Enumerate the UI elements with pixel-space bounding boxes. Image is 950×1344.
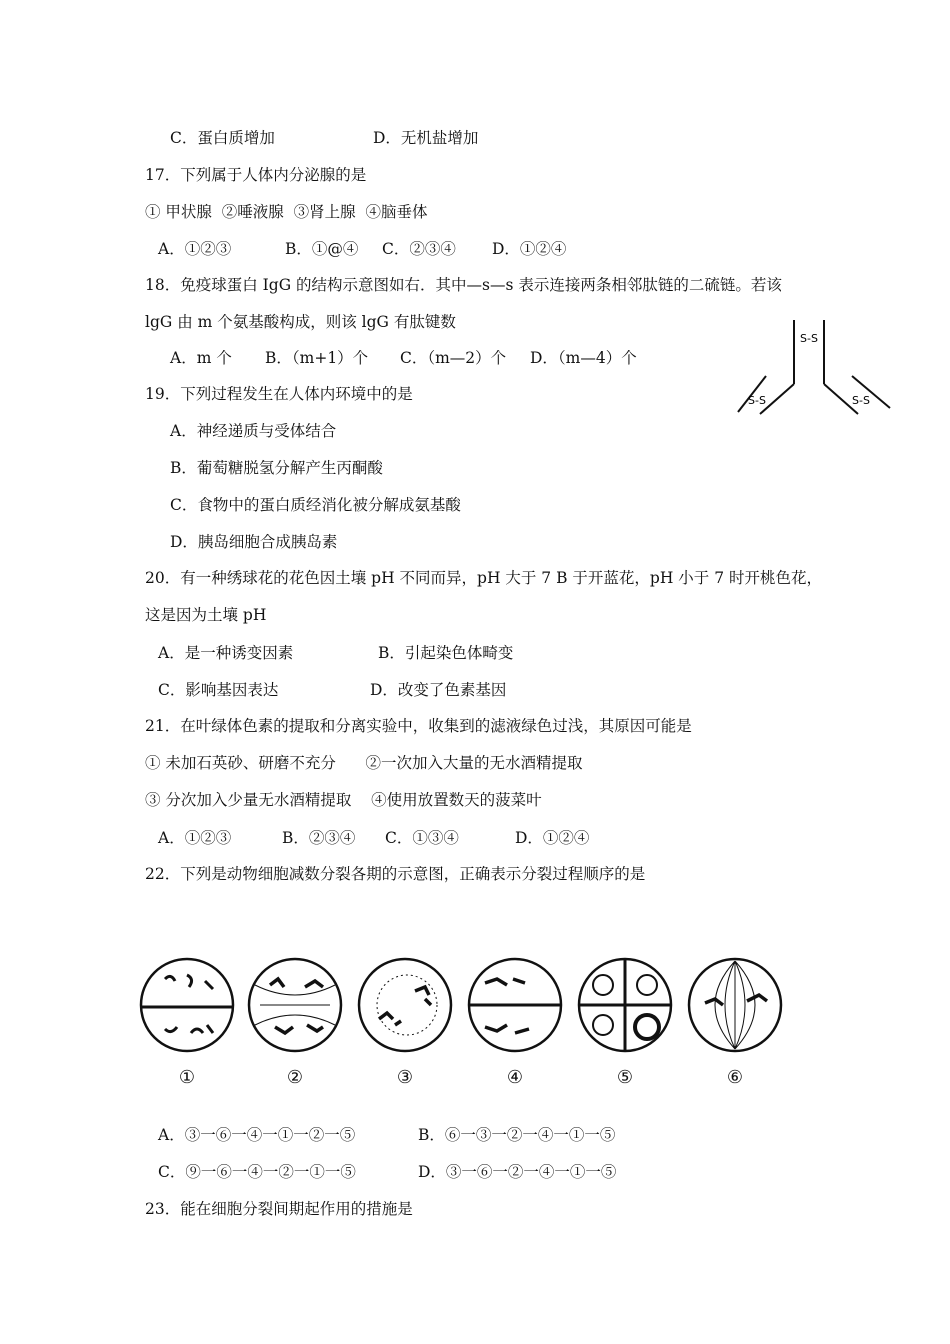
q18-stem-1: 18．免疫球蛋白 IgG 的结构示意图如右．其中—s—s 表示连接两条相邻肽链的二硫链。若该 xyxy=(145,276,782,294)
q22-option-b: B．⑥一③一②一④一①一⑤ xyxy=(418,1126,616,1144)
figure-label-2: ② xyxy=(286,1067,304,1088)
q21-items-1: ① 未加石英砂、研磨不充分 ②一次加入大量的无水酒精提取 xyxy=(145,754,583,772)
cell-figure-1 xyxy=(141,959,233,1051)
q17-stem: 17．下列属于人体内分泌腺的是 xyxy=(145,166,367,184)
q17-option-c: C．②③④ xyxy=(382,240,456,258)
q20-option-a: A．是一种诱变因素 xyxy=(158,644,294,662)
q22-option-c: C．⑨一⑥一④一②一①一⑤ xyxy=(158,1163,356,1181)
figure-label-6: ⑥ xyxy=(726,1067,744,1088)
q21-option-d: D．①②④ xyxy=(515,829,590,847)
cell-figure-3 xyxy=(359,959,451,1051)
q18-stem-2: lgG 由 m 个氨基酸构成，则该 lgG 有肽键数 xyxy=(145,313,456,331)
q22-stem: 22．下列是动物细胞减数分裂各期的示意图，正确表示分裂过程顺序的是 xyxy=(145,865,646,883)
q18-option-b: B．（m+1）个 xyxy=(265,349,369,367)
igg-label-hinge: S-S xyxy=(800,332,818,345)
q17-option-b: B．①@④ xyxy=(285,240,359,258)
q21-option-c: C．①③④ xyxy=(385,829,459,847)
figure-label-3: ③ xyxy=(396,1067,414,1088)
q19-option-b: B．葡萄糖脱氢分解产生丙酮酸 xyxy=(170,459,383,477)
cell-figure-6 xyxy=(689,959,781,1051)
igg-label-left: S-S xyxy=(748,394,766,407)
q21-items-2: ③ 分次加入少量无水酒精提取 ④使用放置数天的菠菜叶 xyxy=(145,791,542,809)
q19-option-c: C．食物中的蛋白质经消化被分解成氨基酸 xyxy=(170,496,461,514)
q18-option-a: A．m 个 xyxy=(170,349,232,367)
q21-option-b: B．②③④ xyxy=(282,829,356,847)
q19-option-a: A．神经递质与受体结合 xyxy=(170,422,337,440)
q17-items: ① 甲状腺 ②唾液腺 ③肾上腺 ④脑垂体 xyxy=(145,203,428,221)
q23-stem: 23．能在细胞分裂间期起作用的措施是 xyxy=(145,1200,413,1218)
figure-label-5: ⑤ xyxy=(616,1067,634,1088)
q19-option-d: D．胰岛细胞合成胰岛素 xyxy=(170,533,338,551)
q22-option-a: A．③一⑥一④一①一②一⑤ xyxy=(158,1126,356,1144)
figure-label-1: ① xyxy=(178,1067,196,1088)
meiosis-cell-figures xyxy=(135,955,795,1060)
figure-label-4: ④ xyxy=(506,1067,524,1088)
q20-stem-1: 20．有一种绣球花的花色因土壤 pH 不同而异，pH 大于 7 B 于开蓝花，pH 小于 7 时开桃色花， xyxy=(145,569,822,587)
q21-stem: 21．在叶绿体色素的提取和分离实验中，收集到的滤液绿色过浅，其原因可能是 xyxy=(145,717,692,735)
igg-label-right: S-S xyxy=(852,394,870,407)
cell-figure-4 xyxy=(469,959,561,1051)
q20-option-b: B．引起染色体畸变 xyxy=(378,644,514,662)
q16-option-d: D．无机盐增加 xyxy=(373,129,479,147)
cell-figure-2 xyxy=(249,959,341,1051)
q22-option-d: D．③一⑥一②一④一①一⑤ xyxy=(418,1163,617,1181)
q21-option-a: A．①②③ xyxy=(158,829,232,847)
cell-figure-5 xyxy=(579,959,671,1051)
q19-stem: 19．下列过程发生在人体内环境中的是 xyxy=(145,385,413,403)
igg-structure-diagram xyxy=(730,318,895,418)
q16-option-c: C．蛋白质增加 xyxy=(170,129,275,147)
q20-option-d: D．改变了色素基因 xyxy=(370,681,507,699)
q17-option-d: D．①②④ xyxy=(492,240,567,258)
q20-option-c: C．影响基因表达 xyxy=(158,681,279,699)
q18-option-d: D．（m—4）个 xyxy=(530,349,637,367)
q18-option-c: C．（m—2）个 xyxy=(400,349,507,367)
q17-option-a: A．①②③ xyxy=(158,240,232,258)
q20-stem-2: 这是因为土壤 pH xyxy=(145,606,267,624)
